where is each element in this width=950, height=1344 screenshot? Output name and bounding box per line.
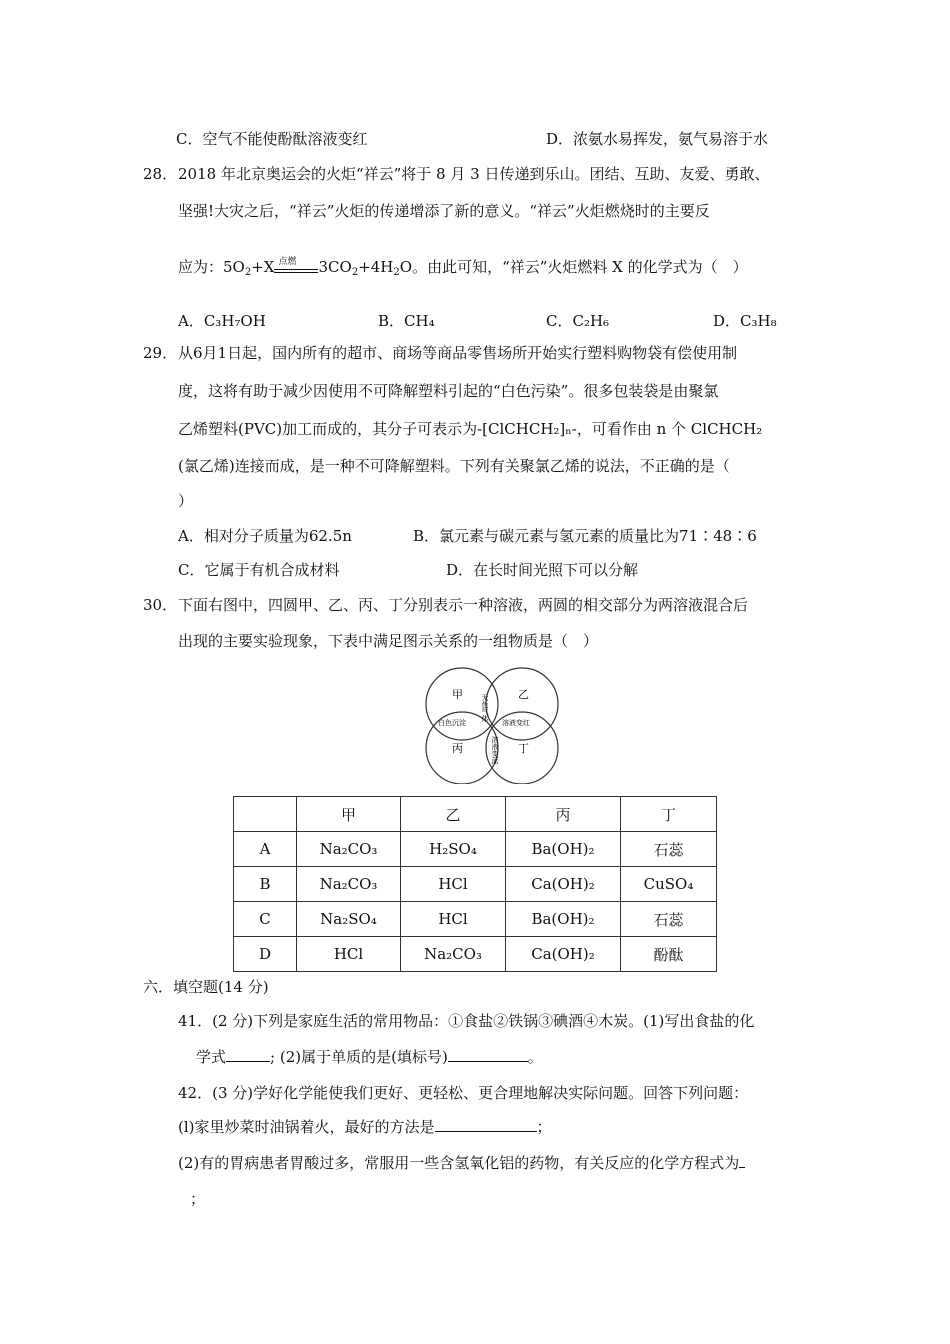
table-header-cell: 乙 — [401, 797, 506, 832]
q41-line1: 41．(2 分)下列是家庭生活的常用物品：①食盐②铁锅③碘酒④木炭。(1)写出食盐的化 — [178, 1012, 755, 1030]
q27-option-c: C．空气不能使酚酞溶液变红 — [176, 130, 368, 148]
q28-line2: 坚强!大灾之后，“祥云”火炬的传递增添了新的意义。“祥云”火炬燃烧时的主要反 — [178, 202, 710, 220]
table-cell: A — [234, 832, 297, 867]
q30-number: 30． — [143, 596, 178, 614]
table-cell: HCl — [401, 902, 506, 937]
q28-eq-prefix: 应为： — [178, 258, 224, 276]
q27-option-d: D．浓氨水易挥发，氨气易溶于水 — [546, 130, 769, 148]
q30-options-table — [233, 796, 717, 972]
q28-option-a: A．C₃H₇OH — [178, 312, 266, 330]
table-row — [234, 902, 717, 937]
table-cell: Ca(OH)₂ — [506, 867, 621, 902]
q29-line4: (氯乙烯)连接而成，是一种不可降解塑料。下列有关聚氯乙烯的说法，不正确的是（ — [178, 457, 730, 475]
q41-blank-1[interactable] — [226, 1047, 270, 1062]
q41-text-c: 。 — [527, 1048, 543, 1066]
table-header-cell: 丁 — [621, 797, 717, 832]
table-cell: Na₂CO₃ — [297, 832, 401, 867]
reaction-condition: 点燃 — [274, 254, 318, 276]
venn-circle-yi — [486, 668, 558, 740]
q28-option-d: D．C₃H₈ — [713, 312, 777, 330]
q29-option-d: D．在长时间光照下可以分解 — [446, 561, 639, 579]
q42-line4: ； — [190, 1190, 206, 1208]
venn-left-overlap: 白色沉淀 — [438, 719, 466, 727]
q41-line2 — [196, 1046, 543, 1067]
q28-number: 28． — [143, 165, 178, 183]
q28-option-c: C．C₂H₆ — [546, 312, 610, 330]
q30-line1: 下面右图中，四圆甲、乙、丙、丁分别表示一种溶液，两圆的相交部分为两溶液混合后 — [178, 596, 749, 614]
section-6-title: 六．填空题(14 分) — [143, 978, 269, 996]
table-cell: Na₂CO₃ — [401, 937, 506, 972]
venn-label-ding: 丁 — [518, 742, 529, 755]
q41-text-a: 学式 — [196, 1048, 227, 1066]
table-row — [234, 867, 717, 902]
q30-line2: 出现的主要实验现象，下表中满足图示关系的一组物质是（ ） — [178, 632, 599, 650]
table-cell: 石蕊 — [621, 902, 717, 937]
table-cell: 酚酞 — [621, 937, 717, 972]
q29-line3: 乙烯塑料(PVC)加工而成的，其分子可表示为-[ClCHCH₂]ₙ-，可看作由 n 个 ClCHCH₂ — [178, 420, 763, 438]
table-header-row — [234, 797, 717, 832]
table-row — [234, 937, 717, 972]
q42-line3 — [178, 1152, 745, 1173]
venn-diagram — [418, 664, 566, 784]
q42-text-c: (2)有的胃病患者胃酸过多，常服用一些含氢氧化铝的药物，有关反应的化学方程式为 — [178, 1154, 740, 1172]
table-row — [234, 832, 717, 867]
table-cell: H₂SO₄ — [401, 832, 506, 867]
table-cell: Na₂SO₄ — [297, 902, 401, 937]
table-cell: Na₂CO₃ — [297, 867, 401, 902]
q41-text-b: ; (2)属于单质的是(填标号) — [270, 1048, 448, 1066]
table-cell: CuSO₄ — [621, 867, 717, 902]
table-cell: Ca(OH)₂ — [506, 937, 621, 972]
q29-option-c: C．它属于有机合成材料 — [178, 561, 340, 579]
table-cell: B — [234, 867, 297, 902]
table-cell: Ba(OH)₂ — [506, 902, 621, 937]
q42-line1: 42．(3 分)学好化学能使我们更好、更轻松、更合理地解决实际问题。回答下列问题： — [178, 1084, 749, 1102]
q42-blank-2[interactable] — [739, 1153, 745, 1168]
venn-label-bing: 丙 — [452, 742, 463, 755]
venn-right-overlap: 溶液变红 — [502, 719, 530, 727]
table-cell: HCl — [401, 867, 506, 902]
table-cell: HCl — [297, 937, 401, 972]
venn-top-overlap: 无色气体 — [481, 694, 489, 722]
q29-line1: 从6月1日起，国内所有的超市、商场等商品零售场所开始实行塑料购物袋有偿使用制 — [178, 344, 738, 362]
q29-number: 29． — [143, 344, 178, 362]
q29-line2: 度，这将有助于减少因使用不可降解塑料引起的“白色污染”。很多包装袋是由聚氯 — [178, 382, 719, 400]
q42-line2 — [178, 1116, 552, 1137]
q29-line5: ） — [178, 492, 194, 510]
table-cell: C — [234, 902, 297, 937]
q28-line1: 2018 年北京奥运会的火炬“祥云”将于 8 月 3 日传递到乐山。团结、互助、友爱、勇敢、 — [178, 165, 770, 183]
q28-equation: 应为：$5O_2+X$ 点燃 $3CO_2+4H_2O$。由此可知，“祥云”火炬燃料 X 的化学式为（ ） — [178, 254, 748, 278]
venn-bottom-overlap: 溶液变蓝 — [491, 736, 499, 764]
table-cell: 石蕊 — [621, 832, 717, 867]
table-header-cell: 丙 — [506, 797, 621, 832]
q42-text-a: (l)家里炒菜时油锅着火，最好的方法是 — [178, 1118, 435, 1136]
venn-label-jia: 甲 — [452, 688, 463, 701]
q29-option-a: A．相对分子质量为62.5n — [178, 527, 352, 545]
table-header-cell: 甲 — [297, 797, 401, 832]
venn-label-yi: 乙 — [518, 688, 529, 701]
q41-blank-2[interactable] — [448, 1047, 528, 1062]
q42-blank-1[interactable] — [435, 1117, 537, 1132]
table-cell: D — [234, 937, 297, 972]
table-header-cell — [234, 797, 297, 832]
q28-option-b: B．CH₄ — [378, 312, 435, 330]
table-cell: Ba(OH)₂ — [506, 832, 621, 867]
q42-text-b: ； — [536, 1118, 552, 1136]
q29-option-b: B．氯元素与碳元素与氢元素的质量比为71∶48∶6 — [413, 527, 757, 545]
q28-eq-suffix: 。由此可知，“祥云”火炬燃料 X 的化学式为（ ） — [412, 258, 748, 276]
